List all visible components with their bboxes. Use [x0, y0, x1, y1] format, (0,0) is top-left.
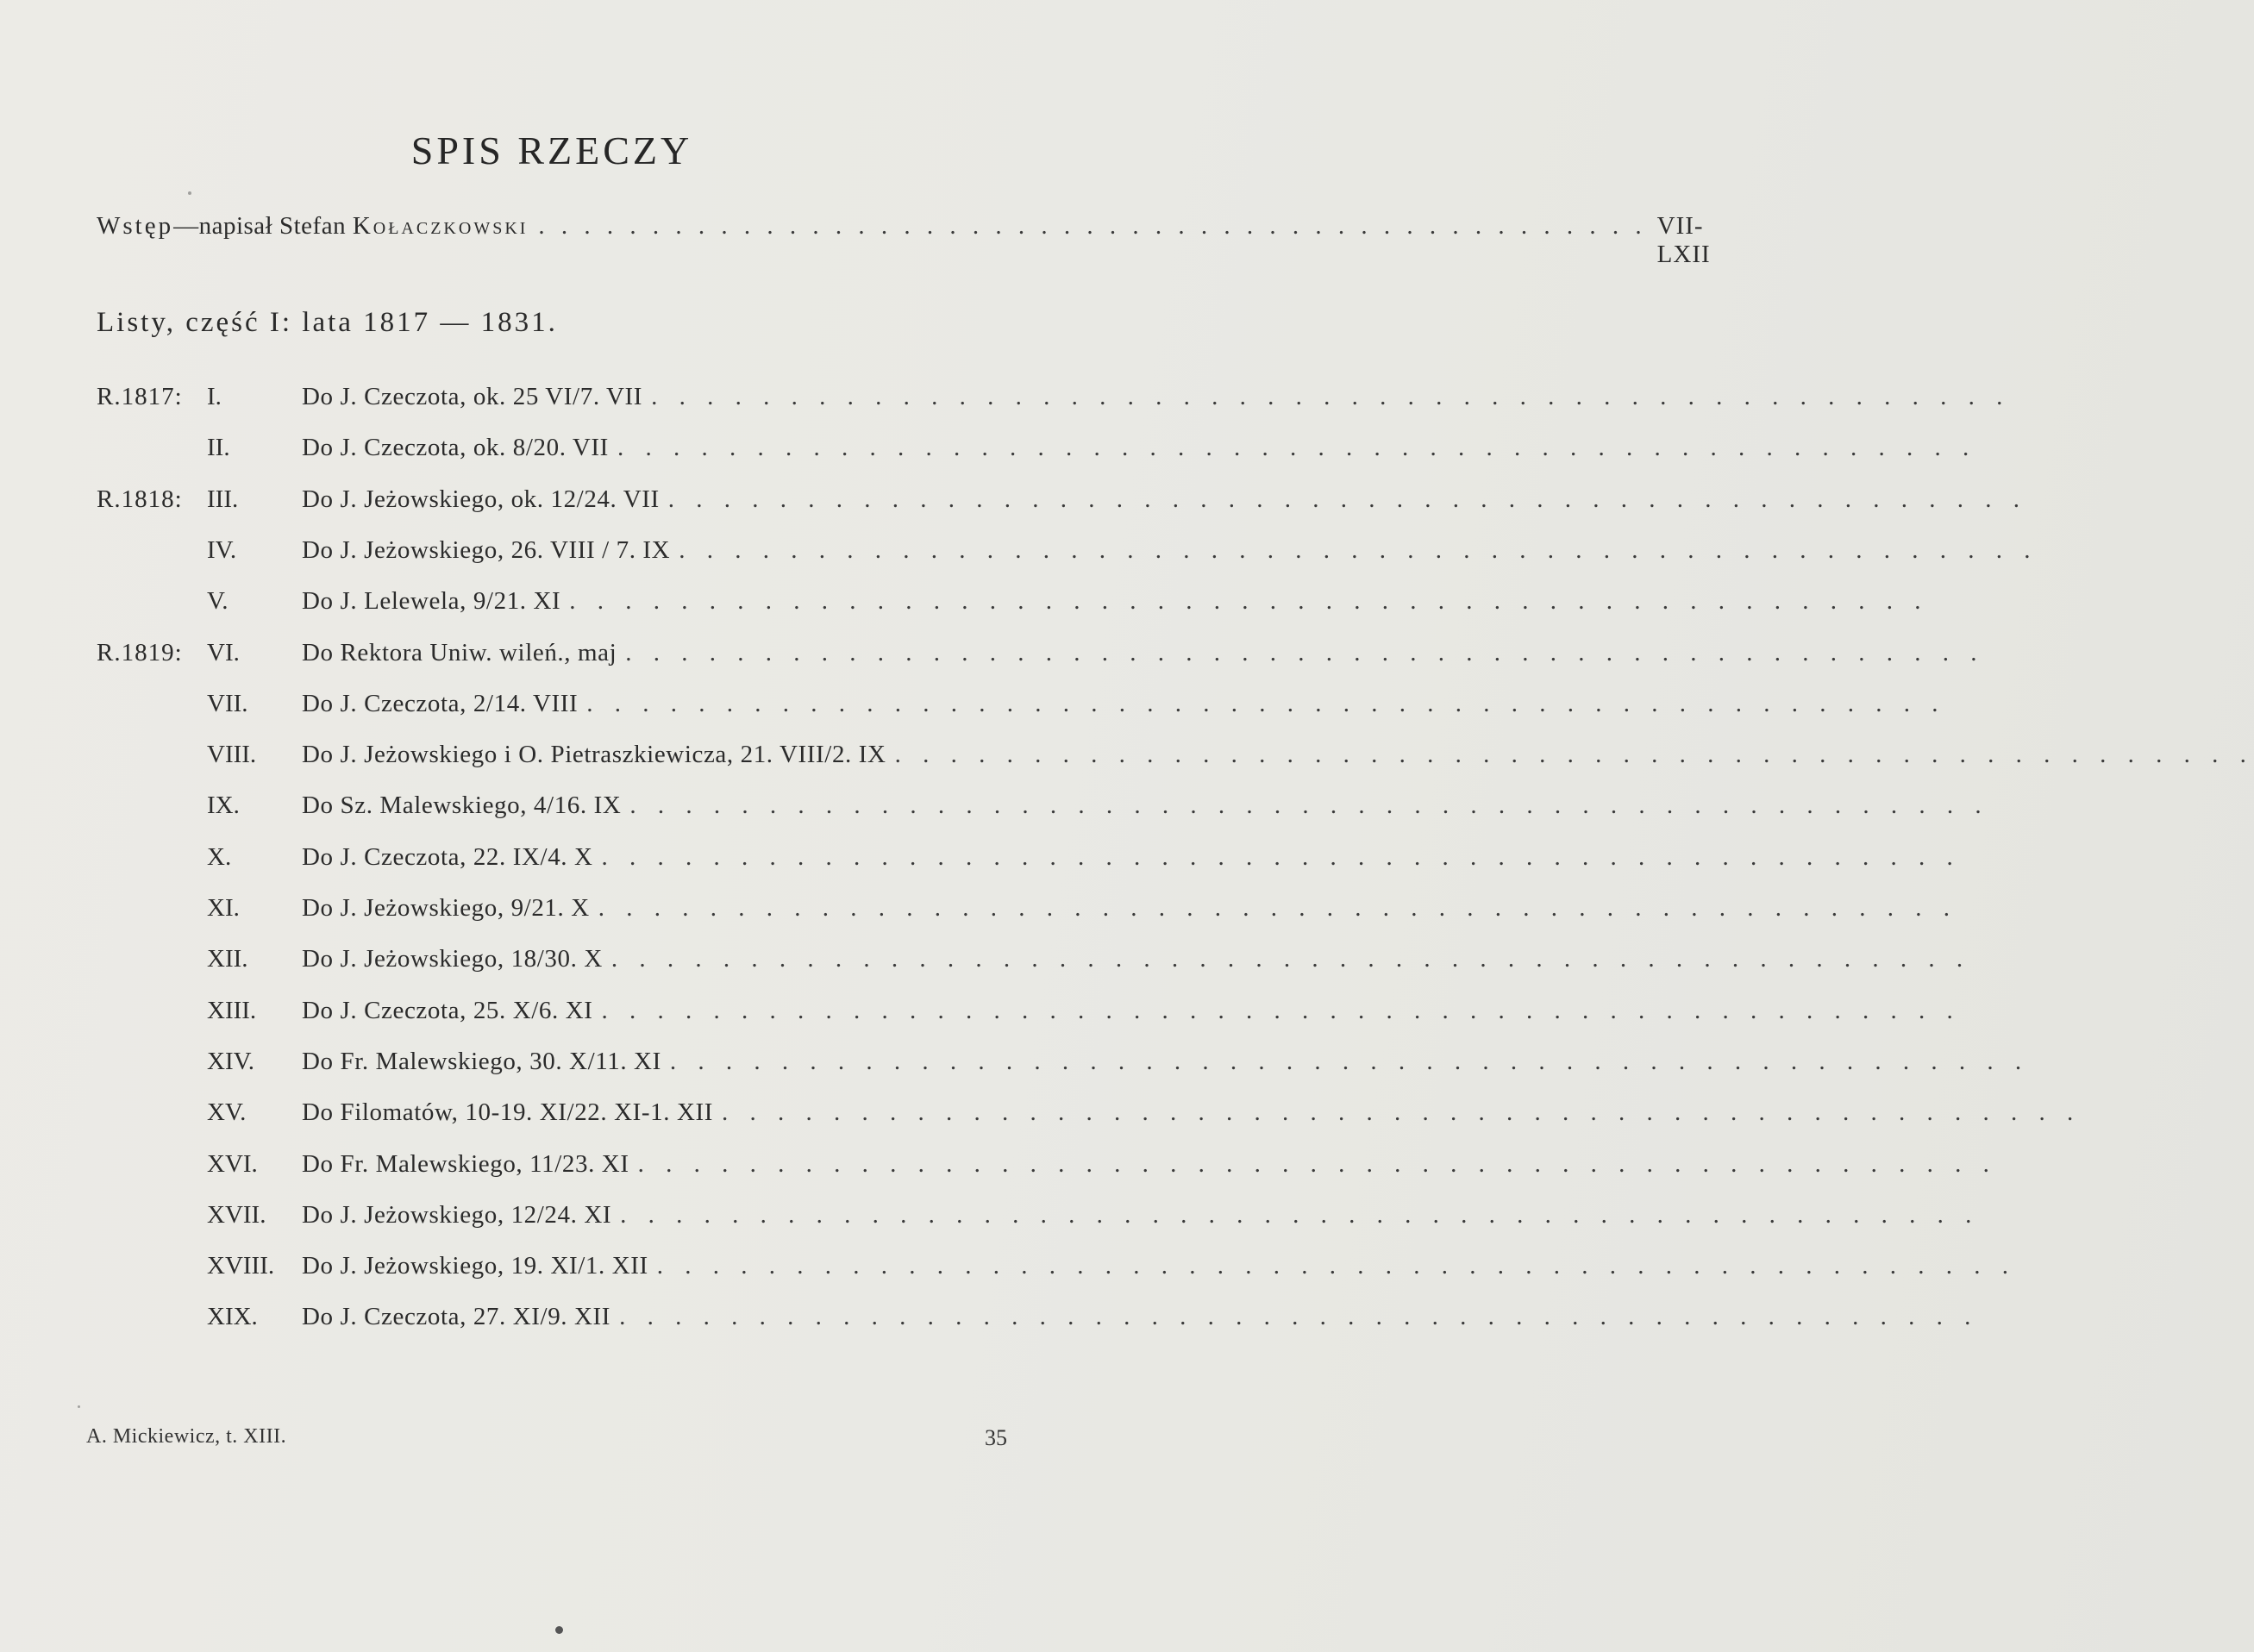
entry-number: XVI.	[207, 1150, 258, 1178]
footer-signature: A. Mickiewicz, t. XIII.	[86, 1425, 287, 1448]
intro-label-rest: —napisał Stefan	[173, 212, 353, 240]
entry-title-wrap	[302, 383, 2011, 411]
dot-leader: . . . . . . . . . . . . . . . . . . . . . . . . . . . . . . . . . . . . . . . . . . . . . . . . .	[651, 383, 2011, 410]
dot-leader: . . . . . . . . . . . . . . . . . . . . . . . . . . . . . . . . . . . . . . . . . . . . . . . . .	[610, 945, 1971, 973]
entry-title: Do J. Jeżowskiego, 18/30. X	[302, 945, 603, 973]
entry-number: XIII.	[207, 997, 257, 1024]
entry-title-wrap	[302, 894, 1958, 923]
entry-number: III.	[207, 485, 239, 513]
dot-leader: . . . . . . . . . . . . . . . . . . . . . . . . . . . . . . . . . . . . . . . . . . . . . . . . .	[679, 536, 2038, 564]
entry-title: Do J. Jeżowskiego, ok. 12/24. VII	[302, 485, 660, 513]
dot-leader: . . . . . . . . . . . . . . . . . . . . . . . . . . . . . . . . . . . . . . . . . . . . . . . . .	[619, 1303, 1979, 1330]
dot-leader: . . . . . . . . . . . . . . . . . . . . . . . . . . . . . . . . . . . . . . . . . . . . . . . . .	[538, 212, 1647, 240]
dot-leader: . . . . . . . . . . . . . . . . . . . . . . . . . . . . . . . . . . . . . . . . . . . . . . . . .	[625, 639, 1985, 666]
dot-leader: . . . . . . . . . . . . . . . . . . . . . . . . . . . . . . . . . . . . . . . . . . . . . . . . .	[620, 1201, 1980, 1229]
dot-leader: . . . . . . . . . . . . . . . . . . . . . . . . . . . . . . . . . . . . . . . . . . . . . . . . .	[669, 1048, 2030, 1075]
entry-year: R.1817:	[97, 383, 183, 410]
entry-number: XVII.	[207, 1201, 266, 1229]
entry-title-wrap	[302, 1252, 2017, 1280]
entry-title: Do J. Czeczota, 25. X/6. XI	[302, 997, 593, 1024]
entry-title-wrap	[302, 1098, 2082, 1127]
entry-title: Do J. Czeczota, ok. 8/20. VII	[302, 434, 609, 461]
entry-title-wrap	[302, 997, 1961, 1025]
dot-leader: . . . . . . . . . . . . . . . . . . . . . . . . . . . . . . . . . . . . . . . . . . . . . . . . .	[598, 894, 1958, 922]
entry-title: Do J. Jeżowskiego, 12/24. XI	[302, 1201, 612, 1229]
dot-leader: . . . . . . . . . . . . . . . . . . . . . . . . . . . . . . . . . . . . . . . . . . . . . . . . .	[629, 792, 1989, 819]
entry-number: XII.	[207, 945, 248, 973]
entry-title-wrap	[302, 1303, 1979, 1331]
entry-title: Do J. Jeżowskiego, 26. VIII / 7. IX	[302, 536, 671, 564]
intro-label: Wstęp	[97, 212, 174, 240]
dot-leader: . . . . . . . . . . . . . . . . . . . . . . . . . . . . . . . . . . . . . . . . . . . . . . . . .	[637, 1150, 1997, 1178]
entry-title: Do Filomatów, 10-19. XI/22. XI-1. XII	[302, 1098, 714, 1126]
entry-title-wrap	[302, 639, 1985, 667]
entry-title: Do Fr. Malewskiego, 11/23. XI	[302, 1150, 629, 1178]
dot-leader: . . . . . . . . . . . . . . . . . . . . . . . . . . . . . . . . . . . . . . . . . . . . . . . . .	[894, 741, 2254, 768]
entry-number: VI.	[207, 639, 240, 666]
entry-title: Do J. Jeżowskiego i O. Pietraszkiewicza, 21. VIII/2. IX	[302, 741, 886, 768]
entry-title: Do Rektora Uniw. wileń., maj	[302, 639, 617, 666]
entry-number: XV.	[207, 1098, 247, 1126]
entry-title-wrap	[302, 843, 1961, 872]
dot-leader: . . . . . . . . . . . . . . . . . . . . . . . . . . . . . . . . . . . . . . . . . . . . . . . . .	[667, 485, 2028, 513]
entry-number: VIII.	[207, 741, 257, 768]
intro-pages: VII-LXII	[1656, 212, 1711, 268]
entry-title-wrap	[302, 792, 1989, 820]
entry-title: Do Sz. Malewskiego, 4/16. IX	[302, 792, 622, 819]
entry-title-wrap	[302, 741, 2254, 769]
entry-number: I.	[207, 383, 222, 410]
dot-leader: . . . . . . . . . . . . . . . . . . . . . . . . . . . . . . . . . . . . . . . . . . . . . . . . .	[656, 1252, 2017, 1280]
entry-title-wrap	[302, 536, 2038, 565]
entry-title: Do J. Lelewela, 9/21. XI	[302, 587, 561, 615]
footer-page-number: 35	[985, 1425, 1007, 1450]
entry-title-wrap	[302, 587, 1929, 616]
entry-year: R.1818:	[97, 485, 183, 513]
entry-number: XVIII.	[207, 1252, 275, 1280]
entry-title: Do J. Czeczota, 22. IX/4. X	[302, 843, 593, 871]
entry-title: Do J. Czeczota, 2/14. VIII	[302, 690, 579, 717]
entry-title-wrap	[302, 1150, 1997, 1179]
entry-year: R.1819:	[97, 639, 183, 666]
entry-title-wrap	[302, 1201, 1980, 1230]
entry-number: XI.	[207, 894, 240, 922]
entry-title: Do J. Jeżowskiego, 19. XI/1. XII	[302, 1252, 648, 1280]
entry-title-wrap	[302, 945, 1971, 973]
entry-number: IX.	[207, 792, 240, 819]
entry-number: XIV.	[207, 1048, 255, 1075]
entry-title-wrap	[302, 690, 1946, 718]
dot-leader: . . . . . . . . . . . . . . . . . . . . . . . . . . . . . . . . . . . . . . . . . . . . . . . . .	[586, 690, 1946, 717]
entry-title: Do Fr. Malewskiego, 30. X/11. XI	[302, 1048, 661, 1075]
entry-number: X.	[207, 843, 232, 871]
paper-speck	[555, 1626, 563, 1634]
page-title: SPIS RZECZY	[410, 128, 693, 172]
entry-number: V.	[207, 587, 229, 615]
paper-speck	[188, 191, 191, 195]
entry-title: Do J. Czeczota, 27. XI/9. XII	[302, 1303, 611, 1330]
entry-title: Do J. Jeżowskiego, 9/21. X	[302, 894, 590, 922]
entry-number: VII.	[207, 690, 248, 717]
entry-title-wrap	[302, 434, 1977, 462]
entry-title: Do J. Czeczota, ok. 25 VI/7. VII	[302, 383, 643, 410]
entry-number: XIX.	[207, 1303, 258, 1330]
dot-leader: . . . . . . . . . . . . . . . . . . . . . . . . . . . . . . . . . . . . . . . . . . . . . . . . .	[722, 1098, 2082, 1126]
paper-speck	[78, 1405, 80, 1408]
intro-author: Kołaczkowski	[352, 212, 529, 240]
toc-intro-row	[97, 212, 1711, 269]
section-heading: Listy, część I: lata 1817 — 1831.	[97, 307, 558, 338]
dot-leader: . . . . . . . . . . . . . . . . . . . . . . . . . . . . . . . . . . . . . . . . . . . . . . . . .	[569, 587, 1929, 615]
entry-number: IV.	[207, 536, 237, 564]
entry-title-wrap	[302, 1048, 2030, 1076]
dot-leader: . . . . . . . . . . . . . . . . . . . . . . . . . . . . . . . . . . . . . . . . . . . . . . . . .	[601, 843, 1961, 871]
entry-number: II.	[207, 434, 230, 461]
dot-leader: . . . . . . . . . . . . . . . . . . . . . . . . . . . . . . . . . . . . . . . . . . . . . . . . .	[617, 434, 1977, 461]
dot-leader: . . . . . . . . . . . . . . . . . . . . . . . . . . . . . . . . . . . . . . . . . . . . . . . . .	[601, 997, 1961, 1024]
entry-title-wrap	[302, 485, 2028, 514]
